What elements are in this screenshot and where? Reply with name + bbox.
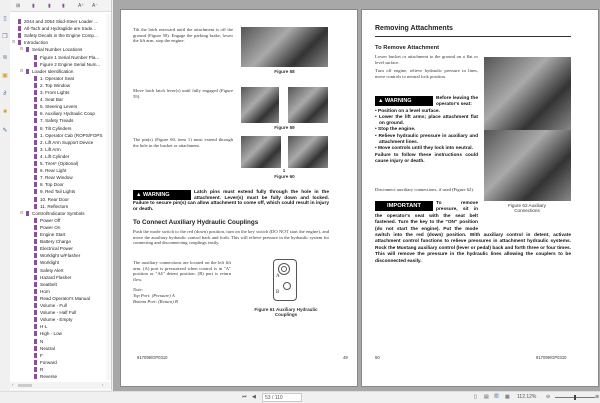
document-viewer [113,0,600,391]
warning-label: WARNING [384,98,412,104]
bookmark-item[interactable] [34,288,50,295]
warning-text: Latch pins must extend fully through the hole in the attachment. Lever(s) must be fully down and locked. Failure to secure pin(s) can allow attachment to come off, which could result in injury or death. [133,190,329,213]
bookmark-item[interactable] [18,25,96,32]
paragraph: The pin(s) (Figure 60, item 1) must extend through the hole in the bucket or attachment. [133,137,233,148]
bookmark-label: 5. Tires* (Optional) [40,161,79,166]
collapse-toggle[interactable]: ⊟ [20,46,24,52]
figure-60-image-a [241,136,281,168]
warning-bullet-list [375,109,478,153]
bookmark-label: 4. Lift Cylinder [40,153,70,159]
port-a-label: A [276,274,280,279]
bookmark-item[interactable] [34,188,75,195]
bookmark-item[interactable] [34,110,95,117]
bookmark-item[interactable] [34,181,64,188]
figure-item-number: 1 [282,168,286,173]
bookmark-icon [34,90,37,95]
bookmark-icon [34,204,37,209]
section-heading: To Remove Attachment [375,45,440,51]
bookmark-icon [34,182,37,187]
bookmark-item[interactable] [34,82,70,89]
important-text-body: To remove pressure, sit in the operator's seat with the seat belt fastened. Turn the key to the "ON" position (do not start the engine). Put the mode switch into the red (down) position. With auxiliary control in detent, activate attachment control functions to relieve pressures in attachment hydraulic systems. Rock the Mustang auxiliary control (lever or pedal) back and forth three or four times. This will remove the pressure in the hydraulic lines allowing the couplers to be disconnected easily. [375,201,571,264]
figure-62-image-bottom [484,130,571,201]
zoom-level[interactable]: 112.12% [517,394,537,400]
bookmark-item[interactable] [34,174,73,181]
bookmark-item[interactable] [34,323,47,330]
collapse-toggle[interactable]: ⊟ [12,39,16,45]
bookmarks-toolbar [10,0,112,12]
bookmark-label: Volume - Empty [40,317,73,323]
bookmark-item[interactable] [34,96,63,103]
warning-bullet: • Relieve hydraulic pressure in auxiliary and attachment lines. [375,133,478,146]
figure-caption: Figure 61 Auxiliary Hydraulic Couplings [254,307,318,317]
bookmark-add-icon[interactable]: ▮ [32,3,35,9]
bookmark-item[interactable] [34,338,43,345]
bookmark-label: 9. Red Tail Lights [40,189,76,195]
note-label: Note: [133,287,144,292]
bookmark-label: 5. Steering Levers [40,104,78,110]
bookmark-label: 10. Rear Door [40,196,69,202]
warning-badge: ▲ WARNING [375,96,433,106]
bookmark-item[interactable] [18,18,98,25]
attachment-icon[interactable]: ∂ [3,91,7,97]
figure-caption: Figure 62 Auxiliary Connections [508,203,546,213]
bookmark-icon [18,26,21,31]
bookmarks-panel [10,0,112,390]
bookmark-item[interactable] [34,274,71,281]
two-page-view-icon[interactable]: ▥ [494,393,499,399]
comments-icon[interactable]: ▣ [2,73,8,79]
bookmark-icon [34,111,37,116]
bookmark-item[interactable] [34,132,103,139]
section-heading: To Connect Auxiliary Hydraulic Couplings [133,219,259,226]
warning-bullet: • Position on a level surface. [375,108,440,114]
bookmark-label: Loader Identification [32,68,74,74]
bookmark-label: Serial Number Locations [32,47,83,53]
layers-icon[interactable]: ≋ [2,55,8,61]
bookmark-label: F [40,352,43,358]
status-bar [0,391,600,403]
bookmark-label: Safety Alert [40,267,64,273]
bookmark-label: Figure 1 Serial Number Pla... [40,54,100,60]
page-title: Removing Attachments [375,25,453,32]
bookmark-label: 7. Rear Window [40,175,73,181]
bookmark-icon [18,19,21,24]
warning-lead: Before leaving the operator's seat: [436,96,478,108]
bookmark-label: All-Tach and Hydraglide are trade... [24,26,97,32]
bookmark-icon [18,33,21,38]
page-49 [120,9,358,387]
bookmark-label: 11. Reflectors [40,203,68,209]
bookmark-item[interactable] [34,89,69,96]
float-spacer [478,201,571,227]
bookmark-label: 2. Lift Arm Support Device [40,139,94,145]
bookmark-icon [34,197,37,202]
title-rule [375,36,571,37]
bookmark-item[interactable] [34,203,68,210]
bookmark-item[interactable] [34,352,43,359]
figure-61-coupling-diagram [273,259,297,301]
figure-58-image [241,27,328,67]
bookmark-icon [34,317,37,322]
bookmark-item[interactable] [34,224,60,231]
bookmark-item[interactable] [34,167,66,174]
bookmark-label: R [40,366,44,372]
bookmark-item[interactable] [34,217,60,224]
bookmark-label: Power Off [40,217,61,223]
bookmark-label: 1. Operator Seat [40,75,74,81]
bookmark-icon [34,55,37,60]
bookmark-label: Electrical Power [40,246,73,252]
bookmark-label: Worklight w/Flasher [40,253,81,259]
warning-bullet: • Stop the engine. [375,127,416,133]
warning-tail: Failure to follow these instructions could cause injury or death. [375,152,478,164]
bookmark-icon [34,289,37,294]
bookmark-icon [34,175,37,180]
bookmark-icon [34,331,37,336]
bookmark-icon [34,232,37,237]
zoom-slider-handle[interactable] [574,395,576,400]
bookmark-item[interactable] [26,210,85,217]
bookmark-item[interactable] [34,196,69,203]
bookmark-label: 8. Tilt Cylinders [40,125,72,131]
bookmark-item[interactable] [34,359,57,366]
bookmark-item[interactable] [34,345,55,352]
font-larger-icon[interactable]: A⁺ [78,3,84,9]
bookmark-icon [34,353,37,358]
warning-label: WARNING [142,192,170,198]
bookmarks-horizontal-scrollbar[interactable]: ‹ › [10,382,110,389]
figure-59-image-a [241,87,279,123]
warning-block [133,190,329,213]
bookmark-item[interactable] [34,54,99,61]
bookmark-icon [34,189,37,194]
page-thumbnail-icon[interactable]: ▯ [3,16,7,22]
bookmark-label: 2044 and 2054 Skid-Steer Loader ... [24,19,99,24]
bookmark-item[interactable] [34,252,80,259]
paragraph: Move latch latch lever(s) until fully engaged (Figure 59). [133,88,233,99]
continuous-view-icon[interactable]: ▤ [484,394,489,400]
bookmark-label: 6. Rear Light [40,168,67,174]
bookmark-icon [34,76,37,81]
bookmark-icon [34,275,37,280]
bookmark-item[interactable] [34,75,74,82]
bookmark-item[interactable] [34,245,73,252]
bookmark-item[interactable] [34,117,73,124]
bookmark-item[interactable] [34,153,69,160]
page-number: 50 [375,355,380,360]
bookmark-item[interactable] [34,366,43,373]
bookmarks-vertical-scrollbar[interactable] [106,14,111,380]
bookmark-item[interactable] [34,281,57,288]
bookmark-icon [34,239,37,244]
warning-bullet: • Move controls until they lock into neutral. [375,146,473,152]
page-number: 49 [343,355,348,360]
bookmark-label: Figure 2 Engine Serial Num... [40,61,101,67]
bookmark-icon [26,47,29,52]
bookmark-label: Volume - Full [40,303,67,308]
bookmark-label: High - Low [40,331,62,337]
bookmark-item[interactable] [34,61,100,68]
bookmark-item[interactable] [34,267,64,274]
bookmark-icon [34,310,37,315]
page-50 [361,9,599,387]
bookmark-icon [34,268,37,273]
paragraph: Turn off engine, relieve hydraulic pressure in lines, move controls to neutral lock position. [375,68,478,79]
port-b-label: B [276,290,280,295]
bookmark-label: Engine Start [40,232,66,237]
bookmark-item[interactable] [34,309,76,316]
zoom-out-button[interactable]: ⊖ [546,394,551,400]
bookmark-icon [34,339,37,344]
bookmark-label: Horn [40,288,50,294]
bookmark-item[interactable] [26,68,73,75]
bookmark-props-icon[interactable]: ▮ [62,3,65,9]
important-block [375,201,571,265]
bookmark-label: 3. Front Lights [40,90,70,95]
bookmark-item[interactable] [26,46,82,53]
bookmark-icon [34,140,37,145]
bookmark-label: Power On [40,224,61,230]
bookmark-icon [34,118,37,123]
note-line: Top Port: (Pressure) A [133,293,175,298]
bookmark-label: Volume - Half Full [40,310,77,316]
bookmark-icon [34,104,37,109]
bookmark-icon [34,154,37,159]
note-line: Bottom Port: (Return) B [133,299,178,304]
bookmark-item[interactable] [18,32,98,39]
bookmark-icon [34,346,37,351]
font-smaller-icon[interactable]: A⁻ [92,3,98,9]
collapse-toggle[interactable]: ⊟ [20,209,24,215]
bookmark-item[interactable] [34,302,67,309]
figure-59-image-b [288,87,328,123]
lock-icon[interactable]: ■ [3,109,7,115]
bookmark-icon [34,360,37,365]
pages-icon[interactable]: ❐ [2,34,8,40]
warning-bullet: • Lower the lift arms; place attachment flat on ground. [375,114,478,127]
paragraph: Push the mode switch to the red (down) position, turn on the key switch (DO NOT start the engine), and move the auxiliary hydraulic control back and forth. This will relieve pressure in the hydraulic system for connecting and disconnecting couplings easily. [133,229,329,246]
paragraph: Disconnect auxiliary connections, if used (Figure 62). [375,187,474,192]
bookmark-label: 8. Top Door [40,182,64,188]
important-label: IMPORTANT [375,201,433,211]
bookmark-icon [34,168,37,173]
expand-icon[interactable]: ⊞ [16,3,21,9]
warning-block [375,96,478,165]
bookmark-icon [34,260,37,265]
figure-60-image-b [288,136,328,168]
bookmark-item[interactable] [34,330,62,337]
paragraph: The auxiliary connections are located on the left lift arm. (A) port is pressurized when control is in "A" position or "Aδ" detent position. (B) port is return flow. [133,260,231,283]
side-icon-strip [0,0,10,390]
bookmark-icon [34,218,37,223]
bookmark-icon [34,225,37,230]
bookmark-icon [34,133,37,138]
figure-caption: Figure 60 [274,174,295,179]
warning-badge: ▲ WARNING [133,190,191,200]
bookmark-icon [34,253,37,258]
paragraph: Lower bucket or attachment to the ground on a flat or level surface. [375,54,478,65]
footer-code: 917099/GP0310 [137,355,168,360]
bookmark-item[interactable] [34,139,93,146]
bookmark-icon [34,246,37,251]
bookmark-icon [34,374,37,379]
footer-code: 917099/GP0310 [536,355,567,360]
bookmark-label: Battery Charge [40,239,71,245]
bookmark-icon [34,62,37,67]
bookmark-icon [34,161,37,166]
bookmark-item[interactable] [34,259,59,266]
bookmark-label: Hazard Flasher [40,274,72,280]
bookmark-label: 6. Auxiliary Hydraulic Coup [40,111,95,117]
bookmark-icon [26,69,29,74]
bookmark-item[interactable] [34,295,90,302]
bookmark-label: H-L [40,324,48,330]
bookmark-label: N [40,338,44,344]
bookmark-label: 3. Lift Arm [40,146,61,152]
bookmark-item[interactable] [18,39,48,46]
bookmark-label: 4. Seat Bar [40,97,63,103]
figure-62-image-top [484,57,571,130]
bookmark-icon [34,303,37,308]
bookmark-item[interactable] [34,103,77,110]
signature-icon[interactable]: ✎ [2,128,8,134]
bookmark-item[interactable] [34,231,65,238]
bookmark-item[interactable] [34,373,57,380]
bookmark-label: 1. Operator Cab (ROPS/FOPS [40,132,103,138]
bookmark-item[interactable] [34,238,71,245]
bookmark-label: Forward [40,359,57,365]
bookmark-icon [34,367,37,372]
page-number-input[interactable]: 53 / 110 [262,393,302,402]
previous-page-button[interactable]: ◀ [252,394,256,400]
bookmark-item[interactable] [34,160,78,167]
bookmark-label: 2. Top Window [40,82,71,88]
first-page-button[interactable]: ⏮ [242,394,247,400]
zoom-in-button[interactable]: ⊕ [595,394,600,400]
bookmark-label: Control/Indicator Symbols [32,210,85,216]
bookmark-icon [34,324,37,329]
bookmark-icon [34,147,37,152]
bookmark-label: Seatbelt [40,281,57,287]
bookmark-label: Worklight [40,260,60,266]
bookmark-label: 7. Safety Treads [40,118,74,124]
bookmark-icon [18,40,21,45]
bookmark-icon [34,126,37,131]
bookmark-label: Reverse [40,374,58,379]
bookmark-icon [26,211,29,216]
bookmark-label: Neutral [40,345,55,351]
figure-caption: Figure 58 [274,69,295,74]
bookmark-icon [34,97,37,102]
scrolling-view-icon[interactable]: ▦ [505,394,510,400]
bookmark-item[interactable] [34,125,71,132]
bookmark-item[interactable] [34,146,61,153]
paragraph: Tilt the latch rearward until the attachment is off the ground (Figure 58). Engage the parking brake, lower the lift arm, stop the engine. [133,27,233,44]
bookmark-icon [34,83,37,88]
single-page-view-icon[interactable]: ▯ [474,394,477,400]
bookmark-delete-icon[interactable]: ▮ [48,3,51,9]
bookmark-icon [34,296,37,301]
bookmark-label: Introduction [24,40,49,46]
bookmark-label: Safety Decals in the Engine Comp... [24,33,98,39]
figure-caption: Figure 59 [274,125,295,130]
bookmark-icon [34,282,37,287]
bookmark-label: Read Operator's Manual [40,295,90,301]
bookmark-item[interactable] [34,316,72,323]
collapse-toggle[interactable]: ⊟ [20,67,24,73]
